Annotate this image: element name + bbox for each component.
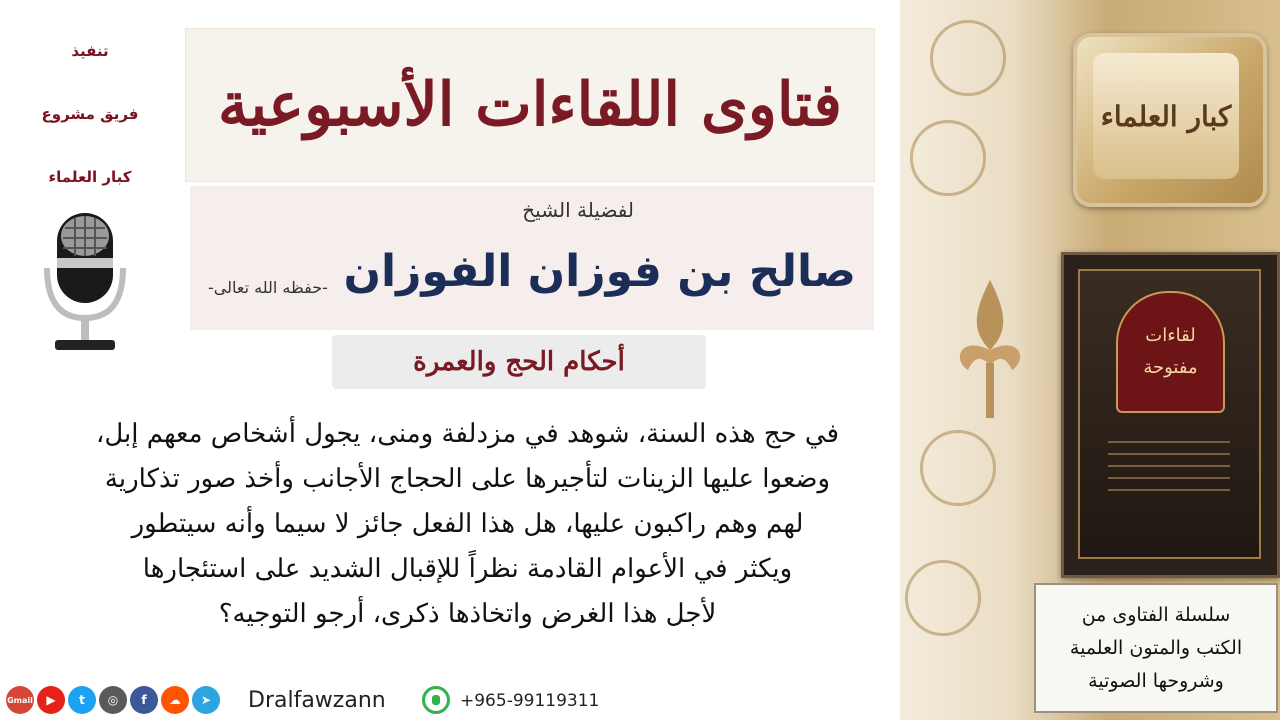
series-box <box>1034 583 1278 713</box>
instagram-icon[interactable]: ◎ <box>99 686 127 714</box>
question-line: وضعوا عليها الزينات لتأجيرها على الحجاج الأجانب وأخذ صور تذكارية <box>104 464 831 494</box>
ornament-circle <box>905 560 981 636</box>
book-cover <box>1078 269 1261 559</box>
microphone-icon <box>35 208 135 358</box>
social-handle[interactable]: Dralfawzann <box>248 688 386 713</box>
sheikh-box <box>190 186 874 330</box>
logo-frame <box>1073 33 1267 207</box>
social-icons <box>6 686 220 716</box>
credit-line: كبار العلماء <box>48 168 132 186</box>
series-line: الكتب والمتون العلمية <box>1069 636 1243 659</box>
series-line: وشروحها الصوتية <box>1088 669 1224 692</box>
fleur-de-lis-ornament <box>950 275 1030 425</box>
topic-title: أحكام الحج والعمرة <box>413 347 625 377</box>
series-line: سلسلة الفتاوى من <box>1081 603 1231 626</box>
soundcloud-icon[interactable]: ☁ <box>161 686 189 714</box>
whatsapp-icon[interactable] <box>422 686 450 714</box>
phone-number[interactable]: +965-99119311 <box>460 691 600 711</box>
youtube-icon[interactable]: ▶ <box>37 686 65 714</box>
telegram-icon[interactable]: ➤ <box>192 686 220 714</box>
sheikh-label: لفضيلة الشيخ <box>522 198 634 222</box>
topic-box <box>332 335 706 389</box>
question-line: لأجل هذا الغرض واتخاذها ذكرى، أرجو التوجيه؟ <box>218 599 717 629</box>
credit-line: فريق مشروع <box>41 105 139 123</box>
book-title-line: لقاءات <box>1145 325 1196 346</box>
logo-text: كبار العلماء <box>1100 99 1232 133</box>
question-line: في حج هذه السنة، شوهد في مزدلفة ومنى، يجول أشخاص معهم إبل، <box>95 419 840 449</box>
facebook-icon[interactable]: f <box>130 686 158 714</box>
question-text <box>20 412 915 637</box>
book-decoration <box>1108 431 1230 511</box>
credit-line: تنفيذ <box>71 42 109 60</box>
page-title: فتاوى اللقاءات الأسبوعية <box>218 70 842 140</box>
title-box <box>185 28 875 182</box>
twitter-icon[interactable]: t <box>68 686 96 714</box>
gmail-icon[interactable]: Gmail <box>6 686 34 714</box>
sheikh-name: صالح بن فوزان الفوزان <box>343 246 856 297</box>
question-line: ويكثر في الأعوام القادمة نظراً للإقبال الشديد على استئجارها <box>142 554 793 584</box>
book-title-line: مفتوحة <box>1143 357 1198 378</box>
sheikh-suffix: -حفظه الله تعالى- <box>208 278 328 297</box>
question-line: لهم وهم راكبون عليها، هل هذا الفعل جائز لا سيما وأنه سيتطور <box>131 509 804 539</box>
ornament-circle <box>910 120 986 196</box>
book-image <box>1061 252 1280 578</box>
ornament-circle <box>920 430 996 506</box>
ornament-circle <box>930 20 1006 96</box>
logo <box>1093 53 1239 179</box>
book-title-panel <box>1116 291 1225 413</box>
